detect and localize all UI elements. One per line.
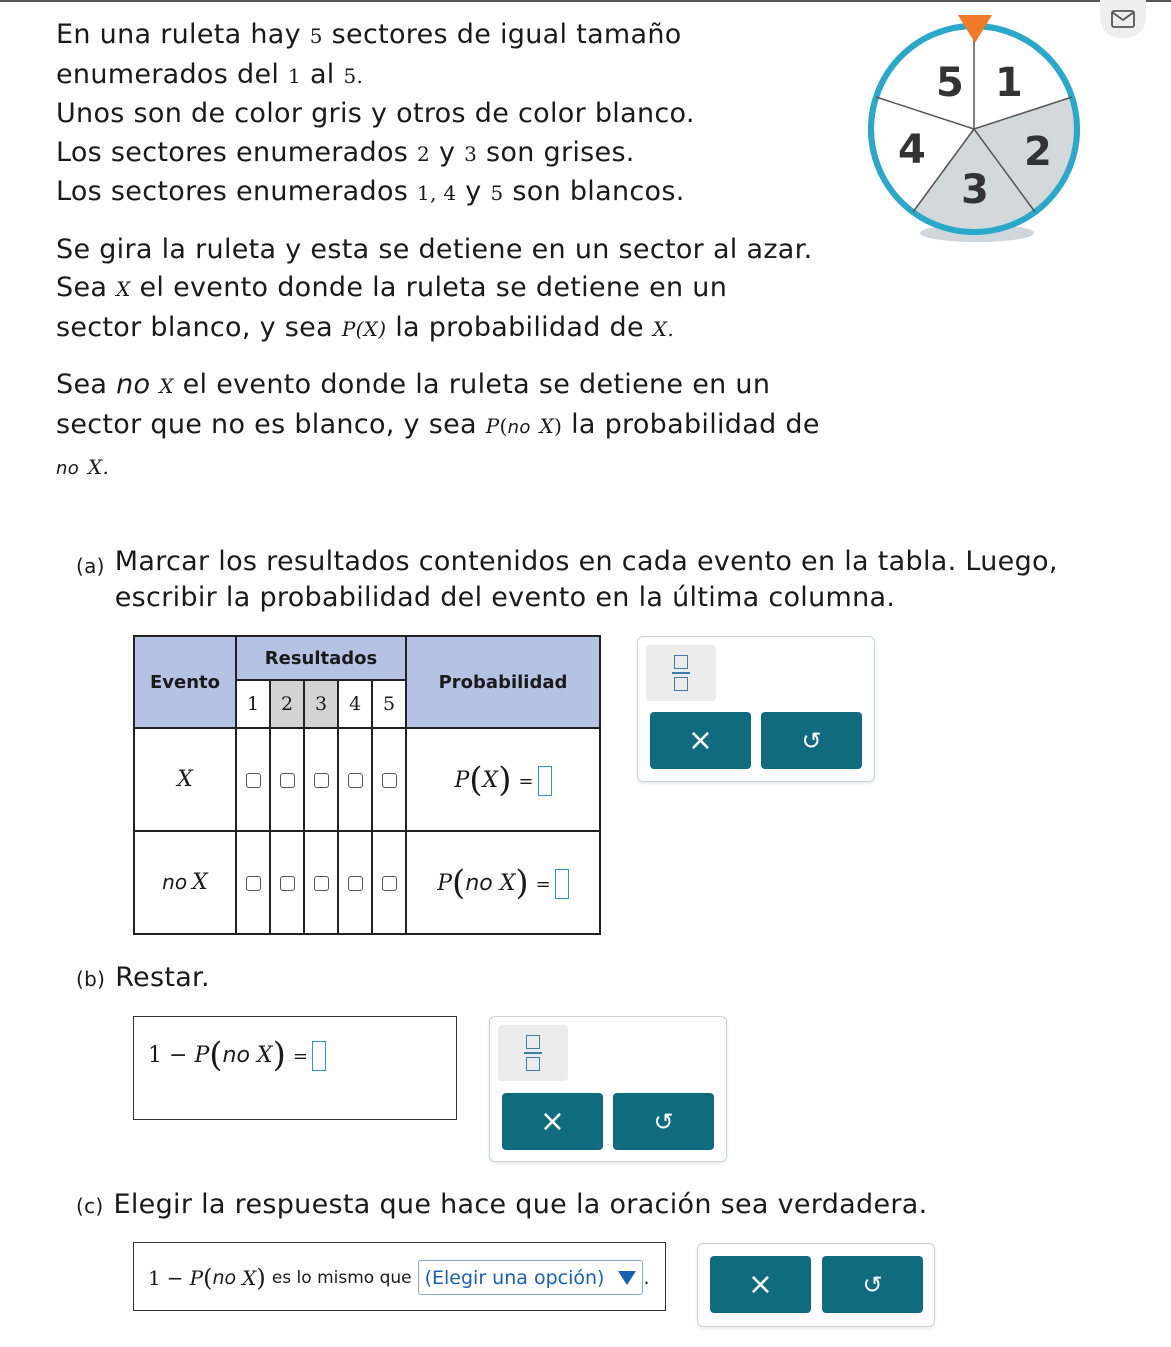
outcomes-table <box>133 635 601 935</box>
outcome-header-4: 4 <box>338 680 372 728</box>
undo-icon: ↺ <box>653 1107 674 1136</box>
answer-input-p-no-x[interactable] <box>555 869 569 899</box>
col-header-results: Resultados <box>236 636 406 680</box>
tool-panel-b <box>489 1016 727 1162</box>
close-icon: × <box>747 1267 774 1302</box>
part-c-instruction: (c) Elegir la respuesta que hace que la oración sea verdadera. <box>76 1189 928 1220</box>
undo-button[interactable] <box>761 712 862 769</box>
table-row <box>134 831 600 934</box>
tool-panel-c <box>697 1243 935 1327</box>
undo-icon: ↺ <box>862 1270 883 1299</box>
checkbox-x-2[interactable] <box>270 728 304 831</box>
part-b-instruction: (b) Restar. <box>76 962 210 993</box>
outcome-header-3: 3 <box>304 680 338 728</box>
clear-button[interactable] <box>650 712 751 769</box>
checkbox-nox-1[interactable] <box>236 831 270 934</box>
sector-label-1: 1 <box>995 60 1023 106</box>
checkbox-x-4[interactable] <box>338 728 372 831</box>
envelope-icon[interactable] <box>1100 0 1146 38</box>
dropdown-arrow-icon <box>618 1271 636 1285</box>
outcome-header-1: 1 <box>236 680 270 728</box>
sector-label-4: 4 <box>898 127 926 173</box>
outcome-header-2: 2 <box>270 680 304 728</box>
sector-label-3: 3 <box>961 167 989 213</box>
col-header-probability: Probabilidad <box>406 636 600 728</box>
part-a-instruction: (a) Marcar los resultados contenidos en cada evento en la tabla. Luego, escribir la probabilidad del evento en la última columna. <box>76 546 1058 613</box>
answer-box-b: 1 − P(no X) = <box>133 1016 457 1120</box>
spinner-wheel <box>862 10 1092 246</box>
probability-no-x: P(no X) = <box>406 831 600 934</box>
probability-x: P(X) = <box>406 728 600 831</box>
tool-panel-a <box>637 636 875 782</box>
option-select[interactable]: (Elegir una opción) <box>418 1260 644 1295</box>
fraction-button[interactable] <box>498 1025 568 1081</box>
checkbox-nox-4[interactable] <box>338 831 372 934</box>
top-divider <box>0 0 1171 2</box>
checkbox-x-3[interactable] <box>304 728 338 831</box>
answer-input-b[interactable] <box>312 1041 326 1071</box>
fraction-button[interactable] <box>646 645 716 701</box>
close-icon: × <box>539 1104 566 1139</box>
answer-box-c: 1 − P ( no X ) es lo mismo que (Elegir una opción) . <box>133 1242 666 1311</box>
checkbox-nox-2[interactable] <box>270 831 304 934</box>
clear-button[interactable] <box>710 1256 811 1313</box>
undo-button[interactable] <box>822 1256 923 1313</box>
checkbox-x-1[interactable] <box>236 728 270 831</box>
undo-button[interactable] <box>613 1093 714 1150</box>
checkbox-nox-5[interactable] <box>372 831 406 934</box>
close-icon: × <box>687 723 714 758</box>
undo-icon: ↺ <box>801 726 822 755</box>
event-label: X <box>134 728 236 831</box>
outcome-header-5: 5 <box>372 680 406 728</box>
checkbox-nox-3[interactable] <box>304 831 338 934</box>
clear-button[interactable] <box>502 1093 603 1150</box>
event-label: no X <box>134 831 236 934</box>
problem-statement: En una ruleta hay 5 sectores de igual tamaño enumerados del 1 al 5. Unos son de color gris y otros de color blanco. Los sectores enumerados 2 y 3 son grises. Los sectores enumerados 1, 4 y 5 son blancos. Se gira la ruleta y esta se detiene en un sector al azar. Sea X el evento donde la ruleta se detiene en un sector blanco, y sea P(X) la probabilidad de X. Sea no X el evento donde la ruleta se detiene en un sector que no es blanco, y sea P(no X) la probabilidad de no X. <box>56 19 820 479</box>
sector-label-2: 2 <box>1024 129 1052 175</box>
table-row <box>134 728 600 831</box>
checkbox-x-5[interactable] <box>372 728 406 831</box>
col-header-event: Evento <box>134 636 236 728</box>
sector-label-5: 5 <box>936 60 964 106</box>
answer-input-p-x[interactable] <box>538 766 552 796</box>
